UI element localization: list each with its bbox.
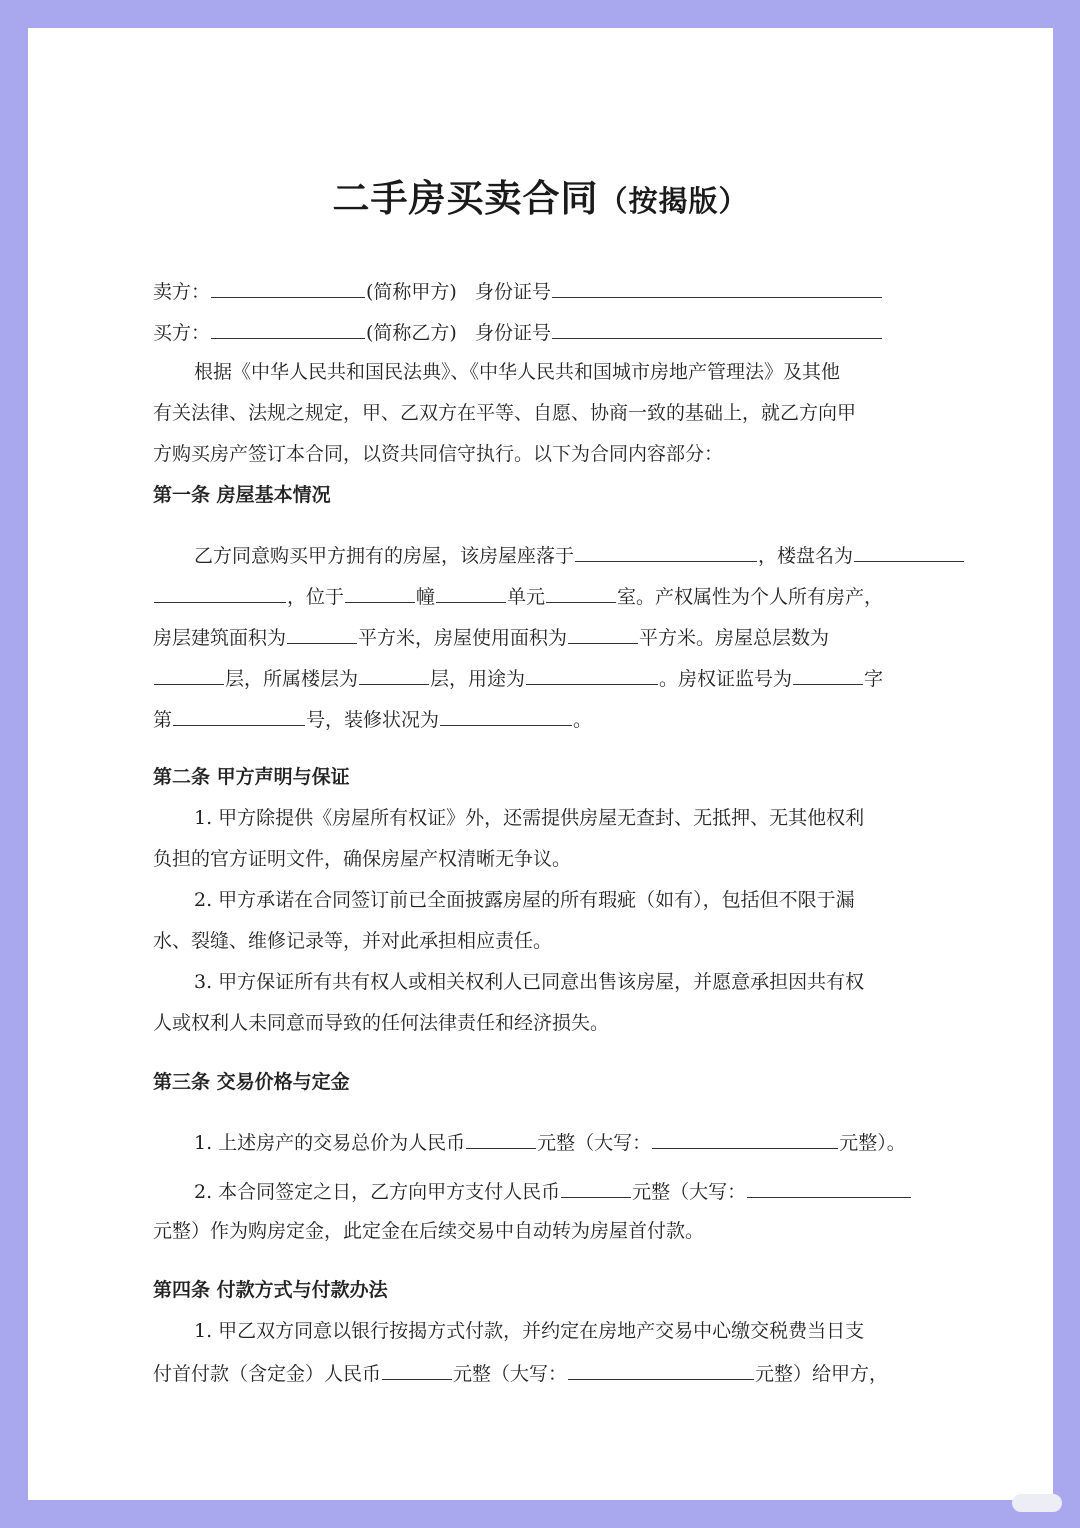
buyer-name-blank	[211, 319, 365, 339]
article1-line-2	[153, 583, 883, 609]
article3-line-1	[194, 1129, 906, 1155]
floor-blank	[359, 665, 429, 685]
usage-blank	[526, 665, 658, 685]
total-price-blank	[466, 1129, 536, 1149]
buyer-abbr: (简称乙方)	[366, 322, 457, 344]
buyer-id-label: 身份证号	[474, 322, 551, 344]
a1-text: ，位于	[287, 586, 345, 608]
article2-line-5: 3. 甲方保证所有共有权人或相关权利人已同意出售该房屋，并愿意承担因共有权	[194, 971, 865, 993]
room-blank	[546, 583, 616, 603]
article2-heading: 第二条 甲方声明与保证	[153, 766, 350, 788]
location-blank	[575, 542, 757, 562]
deposit-blank	[561, 1178, 631, 1198]
buyer-id-blank	[552, 319, 882, 339]
article3-line-3: 元整）作为购房定金，此定金在后续交易中自动转为房屋首付款。	[153, 1220, 705, 1242]
preamble-line-3: 方购买房产签订本合同，以资共同信守执行。以下为合同内容部分：	[153, 443, 724, 465]
contract-page	[28, 28, 1053, 1500]
down-payment-blank	[382, 1360, 452, 1380]
a1-text: 字	[864, 668, 884, 690]
down-payment-words-blank	[568, 1360, 754, 1380]
seller-label: 卖方：	[153, 281, 211, 303]
a1-text: 房层建筑面积为	[153, 627, 287, 649]
article2-line-6: 人或权利人未同意而导致的任何法律责任和经济损失。	[153, 1012, 610, 1034]
title-main: 二手房买卖合同	[332, 177, 599, 220]
estate-name-blank-cont	[154, 583, 286, 603]
a4-text: 付首付款（含定金）人民币	[153, 1363, 382, 1385]
article1-line-1	[194, 542, 965, 568]
building-blank	[345, 583, 415, 603]
a4-text: 元整（大写：	[453, 1363, 568, 1385]
seller-id-label: 身份证号	[474, 281, 551, 303]
a3-text: 1. 上述房产的交易总价为人民币	[194, 1132, 466, 1154]
a1-text: 层，所属楼层为	[225, 668, 359, 690]
seller-name-blank	[211, 278, 365, 298]
article1-line-3	[153, 624, 829, 650]
a3-text: 2. 本合同签定之日，乙方向甲方支付人民币	[194, 1181, 561, 1203]
unit-blank	[436, 583, 506, 603]
deposit-words-blank	[747, 1178, 911, 1198]
seller-line	[153, 278, 883, 304]
decoration-blank	[440, 706, 572, 726]
article2-line-2: 负担的官方证明文件，确保房屋产权清晰无争议。	[153, 848, 572, 870]
article4-line-1: 1. 甲乙双方同意以银行按揭方式付款，并约定在房地产交易中心缴交税费当日支	[194, 1320, 865, 1342]
certificate-blank	[793, 665, 863, 685]
seller-abbr: (简称甲方)	[366, 281, 457, 303]
article3-line-2	[194, 1178, 912, 1204]
a3-text: 元整）。	[839, 1132, 906, 1154]
a1-text: ，楼盘名为	[758, 545, 854, 567]
article4-heading: 第四条 付款方式与付款办法	[153, 1279, 388, 1301]
a1-text: 层，用途为	[430, 668, 526, 690]
a1-text: 室。产权属性为个人所有房产，	[617, 586, 884, 608]
article2-line-3: 2. 甲方承诺在合同签订前已全面披露房屋的所有瑕疵（如有），包括但不限于漏	[194, 889, 855, 911]
preamble-line-2: 有关法律、法规之规定，甲、乙双方在平等、自愿、协商一致的基础上，就乙方向甲	[153, 402, 857, 424]
estate-name-blank	[854, 542, 964, 562]
a1-text: 乙方同意购买甲方拥有的房屋，该房屋座落于	[194, 545, 575, 567]
article2-line-4: 水、裂缝、维修记录等，并对此承担相应责任。	[153, 930, 553, 952]
a1-text: 单元	[507, 586, 546, 608]
article2-line-1: 1. 甲方除提供《房屋所有权证》外，还需提供房屋无查封、无抵押、无其他权利	[194, 807, 865, 829]
a1-text: 号，装修状况为	[306, 709, 440, 731]
seller-id-blank	[552, 278, 882, 298]
article4-line-2	[153, 1360, 888, 1386]
buyer-label: 买方：	[153, 322, 211, 344]
a3-text: 元整（大写：	[537, 1132, 652, 1154]
a1-text: 。房权证监号为	[659, 668, 793, 690]
building-area-blank	[287, 624, 357, 644]
a4-text: 元整）给甲方，	[755, 1363, 889, 1385]
article1-line-5	[153, 706, 592, 732]
title-subtitle: （按揭版）	[598, 184, 749, 218]
a1-text: 。	[573, 709, 593, 731]
total-price-words-blank	[652, 1129, 838, 1149]
buyer-line	[153, 319, 883, 345]
a1-text: 平方米。房屋总层数为	[639, 627, 830, 649]
a1-text: 第	[153, 709, 173, 731]
a1-text: 平方米，房屋使用面积为	[358, 627, 568, 649]
a1-text: 幢	[416, 586, 436, 608]
article1-line-4	[153, 665, 883, 691]
a3-text: 元整（大写：	[632, 1181, 747, 1203]
article1-heading: 第一条 房屋基本情况	[153, 484, 331, 506]
total-floors-blank	[154, 665, 224, 685]
watermark	[1012, 1494, 1062, 1512]
article3-heading: 第三条 交易价格与定金	[153, 1071, 350, 1093]
certificate-number-blank	[173, 706, 305, 726]
contract-title	[28, 168, 1053, 222]
preamble-line-1: 根据《中华人民共和国民法典》、《中华人民共和国城市房地产管理法》及其他	[194, 361, 841, 383]
usable-area-blank	[568, 624, 638, 644]
